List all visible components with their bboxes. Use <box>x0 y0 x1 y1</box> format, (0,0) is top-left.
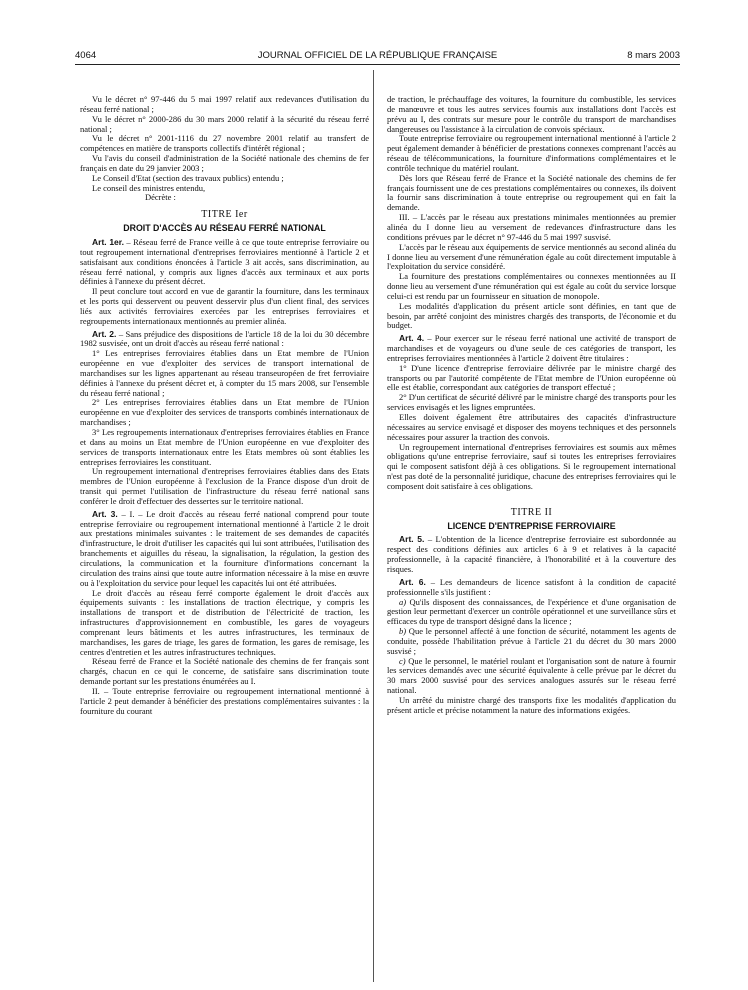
article-label: Art. 3. <box>92 508 118 519</box>
header-rule <box>75 64 680 65</box>
article-paragraph <box>387 535 676 574</box>
article-text: – Sans préjudice des dispositions de l'article 18 de la loi du 30 décembre 1982 susvisée, ont un droit d'accès au réseau ferré national : <box>80 328 369 349</box>
article-paragraph <box>80 238 369 287</box>
visa-paragraph: Vu le décret n° 2000-286 du 30 mars 2000 relatif à la sécurité du réseau ferré national ; <box>80 113 369 134</box>
left-column <box>80 95 369 716</box>
list-text: Qu'ils disposent des connaissances, de l'expérience et d'une organisation de gestion leur permettant d'exercer un contrôle opérationnel et une surveillance sûrs et efficaces du type de transport désigné dans la licence ; <box>387 596 676 627</box>
titre-heading: TITRE II <box>510 506 553 518</box>
titre-heading: TITRE Ier <box>201 209 248 221</box>
paragraph: Elles doivent également être attributaires des capacités d'infrastructure nécessaires au service envisagé et disposer des moyens techniques et des personnels nécessaires pour assurer la traction des convois. <box>387 412 676 442</box>
paragraph: Un regroupement international d'entreprises ferroviaires est soumis aux mêmes obligations qu'une entreprise ferroviaire, sauf si toutes les entreprises ferroviaires qui le composent satisfont déjà à ces obligations. Si le regroupement international n'est pas doté de la personnalité juridique, chacune des entreprises ferroviaires qui le composent doit satisfaire à ces obligations. <box>387 441 676 491</box>
paragraph: La fourniture des prestations complémentaires ou connexes mentionnées au II donne lieu au versement d'une rémunération qui est égale au coût du service lorsque celui-ci est rendu par un fournisseur en situation de monopole. <box>387 271 676 301</box>
column-divider <box>373 70 374 982</box>
list-item <box>387 598 676 628</box>
article-paragraph <box>387 578 676 598</box>
list-item <box>387 627 676 657</box>
list-text: Que le personnel affecté à une fonction de sécurité, notamment les agents de conduite, possède l'habilitation prévue à l'article 21 du décret du 30 mars 2000 susvisé ; <box>387 626 676 656</box>
article-label: Art. 5. <box>399 534 425 545</box>
paragraph: 1° D'une licence d'entreprise ferroviaire délivrée par le ministre chargé des transports ou par l'autorité compétente de l'Etat membre de l'Union européenne où elle est établie, correspondant aux catégories de transport effectué ; <box>387 362 676 393</box>
list-marker: a) <box>399 596 407 607</box>
article-text: – Pour exercer sur le réseau ferré national une activité de transport de marchandises et de voyageurs ou d'une seule de ces catégories de transport, les entreprises ferroviaires mentionnées à l'article 2 doivent être titulaires : <box>387 333 676 363</box>
visa-paragraph: Vu le décret n° 2001-1116 du 27 novembre 2001 relatif au transfert de compétences en matière de transports collectifs d'intérêt régional ; <box>80 133 369 154</box>
paragraph: Dès lors que Réseau ferré de France et la Société nationale des chemins de fer français fournissent une de ces prestations complémentaires ou connexes, ils doivent la fournir sans discrimination à toute entreprise ou regroupement qui en fait la demande. <box>387 172 676 213</box>
article-label: Art. 6. <box>399 576 426 587</box>
page-header <box>75 50 680 64</box>
article-label: Art. 1er. <box>92 236 124 247</box>
journal-title: JOURNAL OFFICIEL DE LA RÉPUBLIQUE FRANÇAISE <box>257 50 498 61</box>
chapter-heading: DROIT D'ACCÈS AU RÉSEAU FERRÉ NATIONAL <box>123 223 326 234</box>
visa-paragraph: Vu le décret n° 97-446 du 5 mai 1997 relatif aux redevances d'utilisation du réseau ferré national ; <box>80 94 369 114</box>
list-item <box>387 657 676 696</box>
paragraph: 2° Les entreprises ferroviaires établies dans un Etat membre de l'Union européenne en vue d'exploiter des services de transports combinés internationaux de marchandises ; <box>80 397 369 428</box>
paragraph: Un arrêté du ministre chargé des transports fixe les modalités d'application du présent article et précise notamment la nature des informations exigées. <box>387 694 676 715</box>
paragraph: Réseau ferré de France et la Société nationale des chemins de fer français sont chargés, chacun en ce qui le concerne, de satisfaire sans discrimination toute demande portant sur les prestations énumérées au I. <box>80 656 369 687</box>
list-marker: b) <box>399 626 407 637</box>
article-paragraph <box>80 510 369 589</box>
article-label: Art. 4. <box>399 333 425 344</box>
page-number: 4064 <box>75 50 97 61</box>
paragraph: L'accès par le réseau aux équipements de service mentionnés au second alinéa du I donne lieu au versement d'une rémunération égale au coût directement imputable à l'exploitation du service considéré. <box>387 241 676 272</box>
list-marker: c) <box>399 655 406 666</box>
article-paragraph <box>387 334 676 364</box>
right-column <box>387 95 676 716</box>
visa-paragraph: Vu l'avis du conseil d'administration de la Société nationale des chemins de fer français en date du 29 janvier 2003 ; <box>80 153 369 173</box>
visa-paragraph: Le Conseil d'Etat (section des travaux publics) entendu ; <box>92 172 284 183</box>
visa-paragraph: Le conseil des ministres entendu, <box>92 182 206 193</box>
article-text: – L'obtention de la licence d'entreprise ferroviaire est subordonnée au respect des conditions définies aux articles 6 à 9 et relatives à la capacité professionnelle, à la capacité financière, à l'honorabilité et à la couverture des risques. <box>387 534 676 574</box>
article-paragraph <box>80 330 369 350</box>
article-text: – I. – Le droit d'accès au réseau ferré national comprend pour toute entreprise ferroviaire ou regroupement international mentionné à l'article 2 le droit aux prestations minimales suivantes : le traitement de ses demandes de capacités d'infrastructure, le droit d'utiliser les capacités qui lui sont attribuées, l'utilisation des branchements et aiguilles du réseau, la signalisation, la régulation, la gestion des circulations, la communication et la fourniture d'informations concernant la circulation des trains ainsi que toute autre information nécessaire à la mise en œuvre ou à l'exploitation du service pour lequel les capacités lui ont été attribuées. <box>80 508 369 588</box>
paragraph: Il peut conclure tout accord en vue de garantir la fourniture, dans les terminaux et les ports qui desservent ou peuvent desservir plus d'un client final, des services liés aux activités ferroviaires exercées par les entreprises ferroviaires et regroupements internationaux mentionnés au premier alinéa. <box>80 286 369 326</box>
paragraph: de traction, le préchauffage des voitures, la fourniture du combustible, les services de manœuvre et tous les autres services fournis aux installations dont l'accès est prévu au I, des contrats sur mesure pour le contrôle du transport de marchandises dangereuses ou l'assistance à la circulation de convois spéciaux. <box>387 94 676 134</box>
article-label: Art. 2. <box>92 328 117 339</box>
decrete: Décrète : <box>145 192 176 203</box>
paragraph: Les modalités d'application du présent article sont définies, en tant que de besoin, par arrêté conjoint des ministres chargés des transports, de l'économie et du budget. <box>387 300 676 331</box>
paragraph: Le droit d'accès au réseau ferré comporte également le droit d'accès aux équipements suivants : les installations de traction électrique, y compris les installations de transport et de distribution de l'électricité de traction, les infrastructures d'approvisionnement en combustible, les gares de voyageurs comprenant leurs bâtiments et les autres infrastructures, les terminaux de marchandises, les gares de triage, les gares de formation, les gares de remisage, les centres d'entretien et les autres infrastructures techniques. <box>80 587 369 657</box>
article-text: – Réseau ferré de France veille à ce que toute entreprise ferroviaire ou tout regroupement international d'entreprises ferroviaires mentionné à l'article 2 et satisfaisant aux conditions énoncées à l'article 3 ait accès, sans discrimination, au réseau ferré national, y compris aux lignes d'accès aux terminaux et aux ports définies à l'annexe du présent décret. <box>80 236 369 287</box>
issue-date: 8 mars 2003 <box>627 50 680 61</box>
chapter-heading: LICENCE D'ENTREPRISE FERROVIAIRE <box>447 520 616 531</box>
paragraph: 1° Les entreprises ferroviaires établies dans un Etat membre de l'Union européenne en vue d'exploiter des services de transport international de marchandises sur les lignes appartenant au réseau transeuropéen de fret ferroviaire définies à l'annexe du présent décret et, à compter du 15 mars 2008, sur l'ensemble du réseau ferré national ; <box>80 348 369 398</box>
article-text: – Les demandeurs de licence satisfont à la condition de capacité professionnelle s'ils justifient : <box>387 576 676 597</box>
paragraph: III. – L'accès par le réseau aux prestations minimales mentionnées au premier alinéa du I donne lieu au versement de redevances d'infrastructure dans les conditions prévues par le décret n° 97-446 du 5 mai 1997 susvisé. <box>387 212 676 242</box>
list-text: Que le personnel, le matériel roulant et l'organisation sont de nature à fournir les services demandés avec une sécurité équivalente à celle prévue par le décret du 30 mars 2000 susvisé pour des services analogues assurés sur le réseau ferré national. <box>387 655 676 696</box>
paragraph: 3° Les regroupements internationaux d'entreprises ferroviaires établies en France et dans au moins un Etat membre de l'Union européenne en vue d'exploiter des services de transports internationaux entre les Etats membres où sont établies les entreprises ferroviaires les constituant. <box>80 427 369 467</box>
paragraph: II. – Toute entreprise ferroviaire ou regroupement international mentionné à l'article 2 peut demander à bénéficier des prestations complémentaires suivantes : la fourniture du courant <box>80 685 369 716</box>
paragraph: 2° D'un certificat de sécurité délivré par le ministre chargé des transports pour les services envisagés et les lignes empruntées. <box>387 392 676 413</box>
paragraph: Toute entreprise ferroviaire ou regroupement international mentionné à l'article 2 peut également demander à bénéficier de prestations connexes comprenant l'accès au réseau de télécommunications, la fourniture d'informations complémentaires et le contrôle technique du matériel roulant. <box>387 133 676 173</box>
paragraph: Un regroupement international d'entreprises ferroviaires établies dans des Etats membres de l'Union européenne à l'exclusion de la France dispose d'un droit de transit qui permet l'utilisation de l'infrastructure du réseau ferré national sans conférer le droit d'effectuer des dessertes sur le territoire national. <box>80 466 369 506</box>
